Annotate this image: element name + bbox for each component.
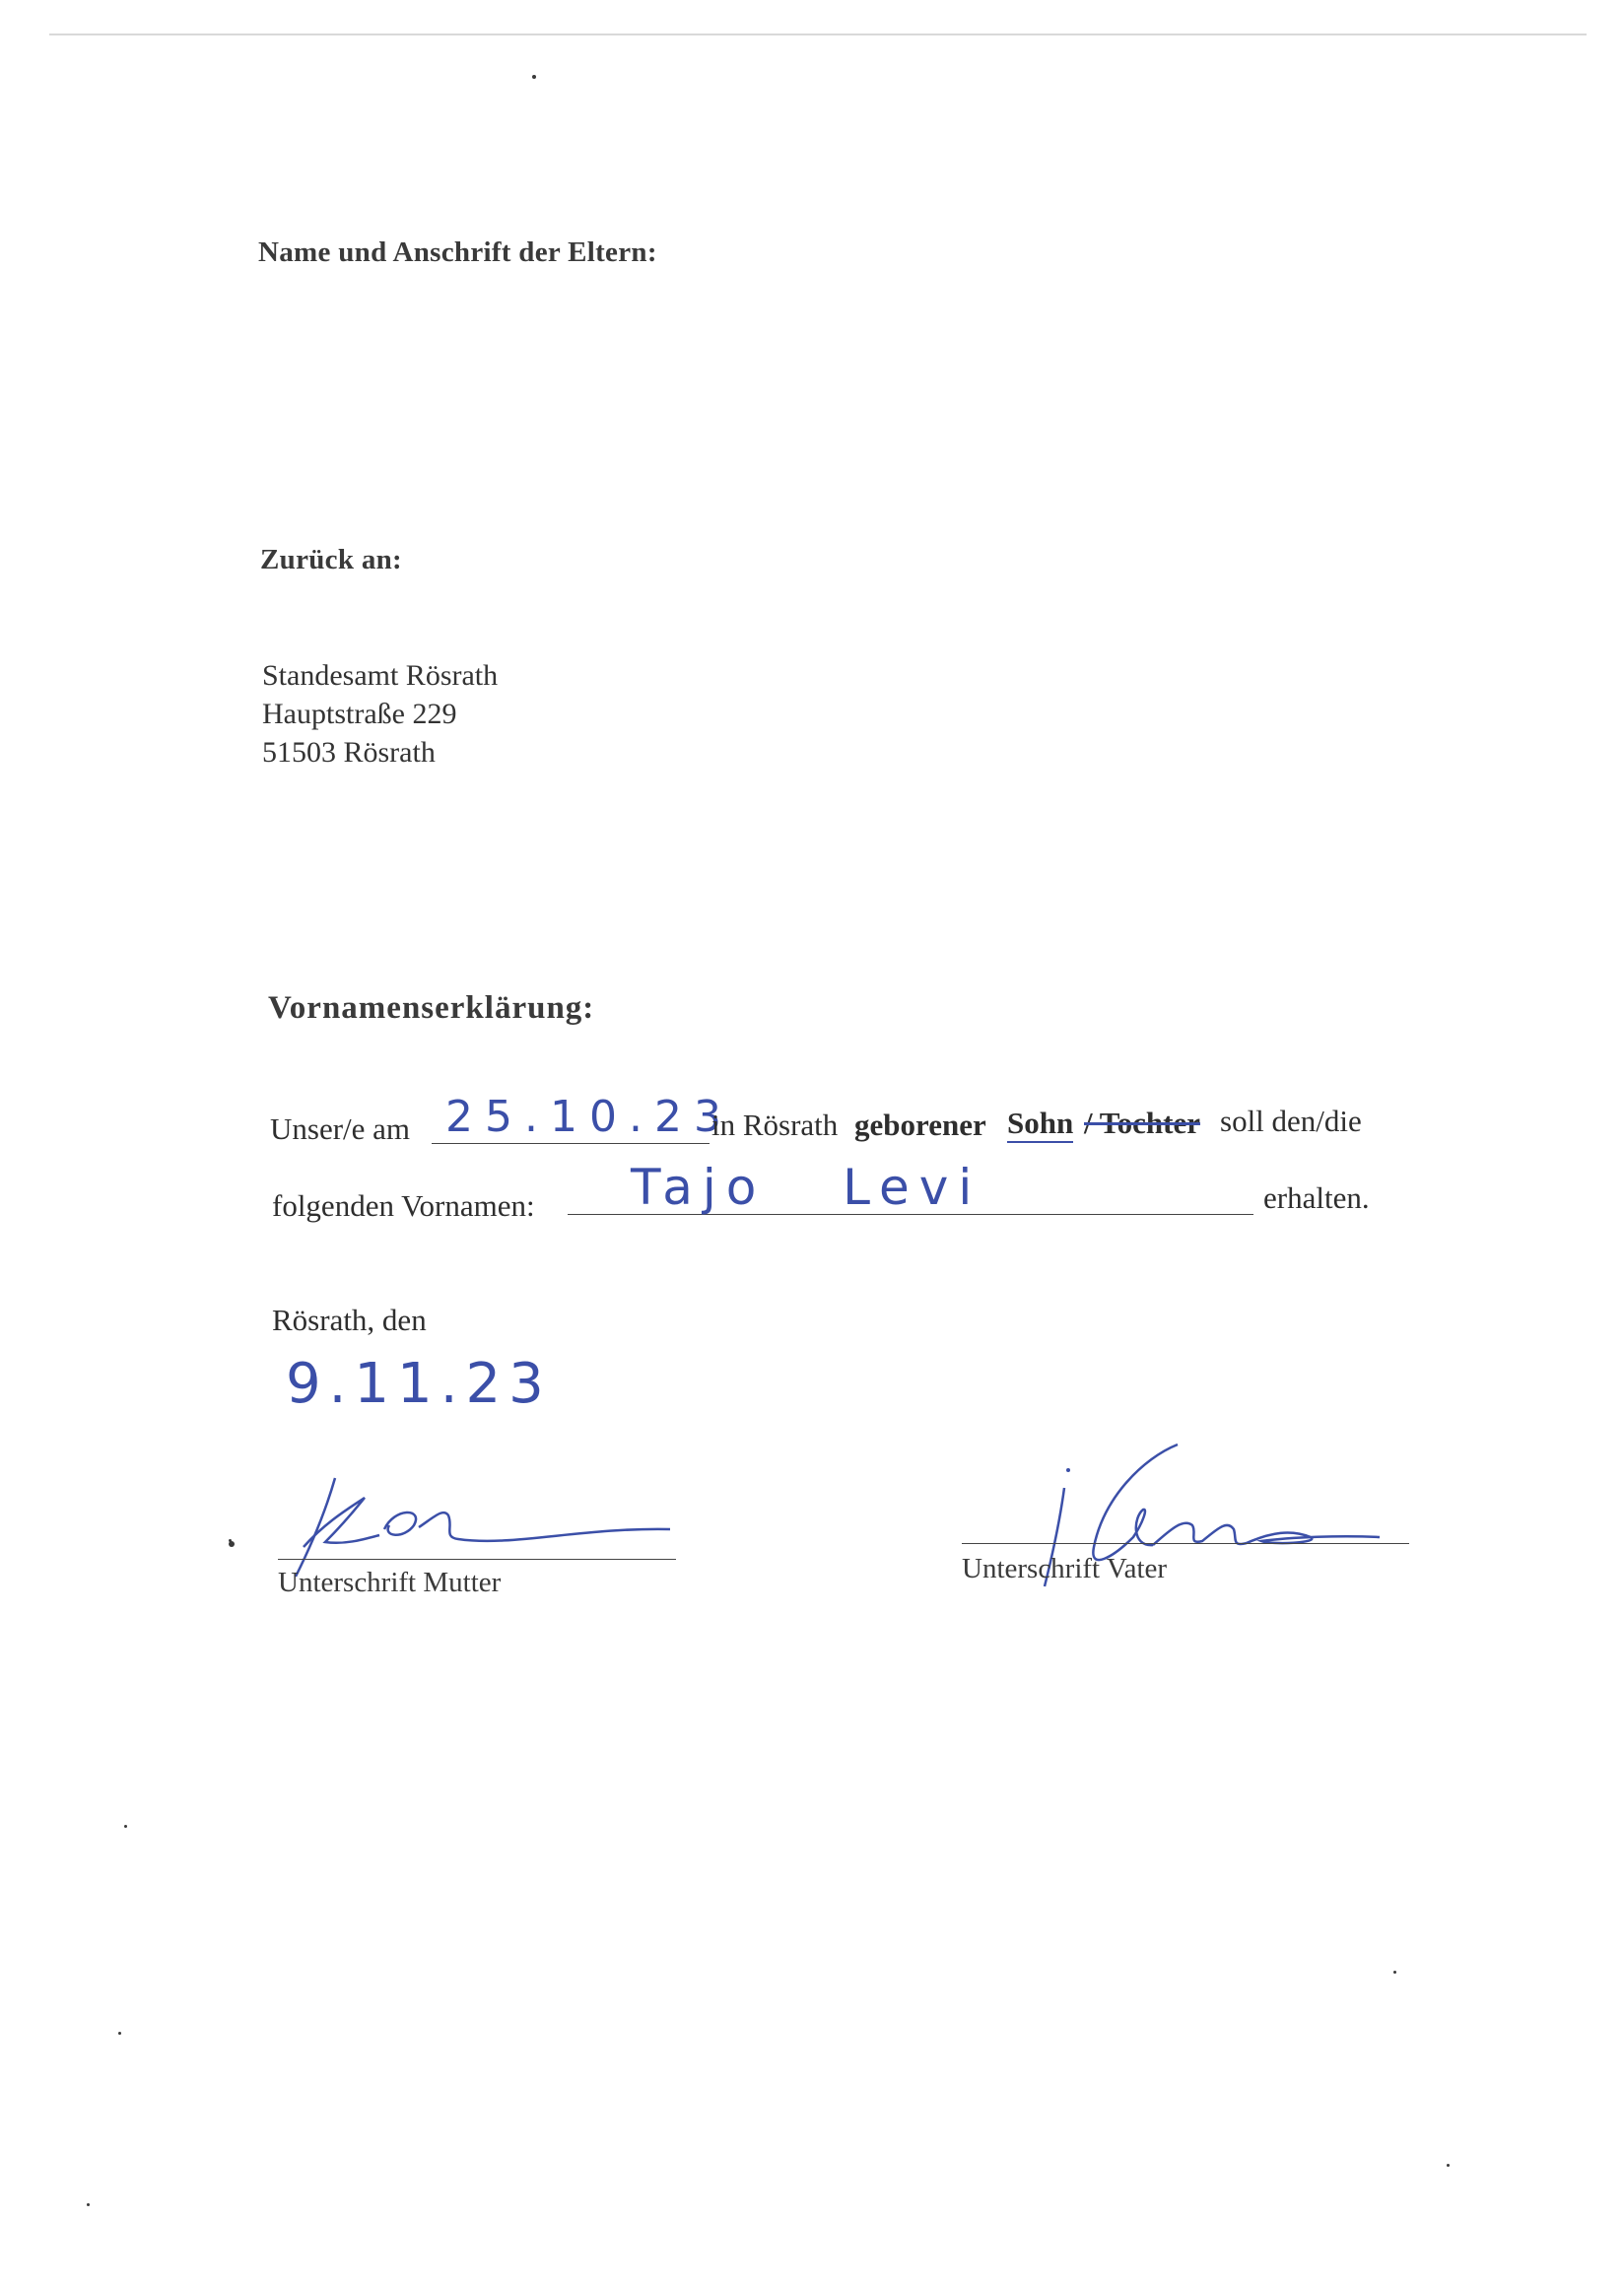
scan-speck bbox=[118, 2032, 121, 2035]
declaration-place: in Rösrath bbox=[711, 1108, 839, 1142]
scan-speck bbox=[1393, 1971, 1396, 1974]
form-heading: Vornamenserklärung: bbox=[268, 990, 595, 1026]
page-top-edge bbox=[49, 34, 1587, 35]
address-line-city: 51503 Rösrath bbox=[262, 736, 436, 769]
declaration-geborener: geborener bbox=[854, 1108, 986, 1142]
scan-speck bbox=[87, 2203, 90, 2206]
mother-signature-line bbox=[278, 1559, 676, 1560]
scan-speck bbox=[124, 1825, 127, 1828]
scan-speck bbox=[532, 75, 536, 79]
declaration-prefix: Unser/e am bbox=[270, 1111, 411, 1146]
return-label: Zurück an: bbox=[260, 544, 403, 575]
place-date-label: Rösrath, den bbox=[272, 1303, 427, 1337]
scan-speck bbox=[229, 1541, 235, 1547]
given-names-value: Tajo Levi bbox=[631, 1159, 982, 1216]
birth-date-line bbox=[432, 1143, 710, 1144]
address-line-office: Standesamt Rösrath bbox=[262, 659, 499, 692]
given-names-label: folgenden Vornamen: bbox=[272, 1188, 535, 1223]
declaration-suffix: soll den/die bbox=[1220, 1104, 1362, 1138]
given-names-suffix: erhalten. bbox=[1263, 1180, 1370, 1215]
declaration-tochter-struck: / Tochter bbox=[1084, 1106, 1200, 1140]
father-signature-caption: Unterschrift Vater bbox=[962, 1553, 1168, 1584]
birth-date-value: 25.10.23 bbox=[445, 1092, 733, 1142]
scan-speck bbox=[1447, 2164, 1450, 2167]
place-date-value: 9.11.23 bbox=[286, 1352, 552, 1416]
mother-signature-caption: Unterschrift Mutter bbox=[278, 1567, 502, 1598]
father-signature-line bbox=[962, 1543, 1409, 1544]
parents-label: Name und Anschrift der Eltern: bbox=[258, 236, 657, 268]
declaration-sohn: Sohn bbox=[1007, 1106, 1073, 1143]
address-line-street: Hauptstraße 229 bbox=[262, 698, 457, 730]
